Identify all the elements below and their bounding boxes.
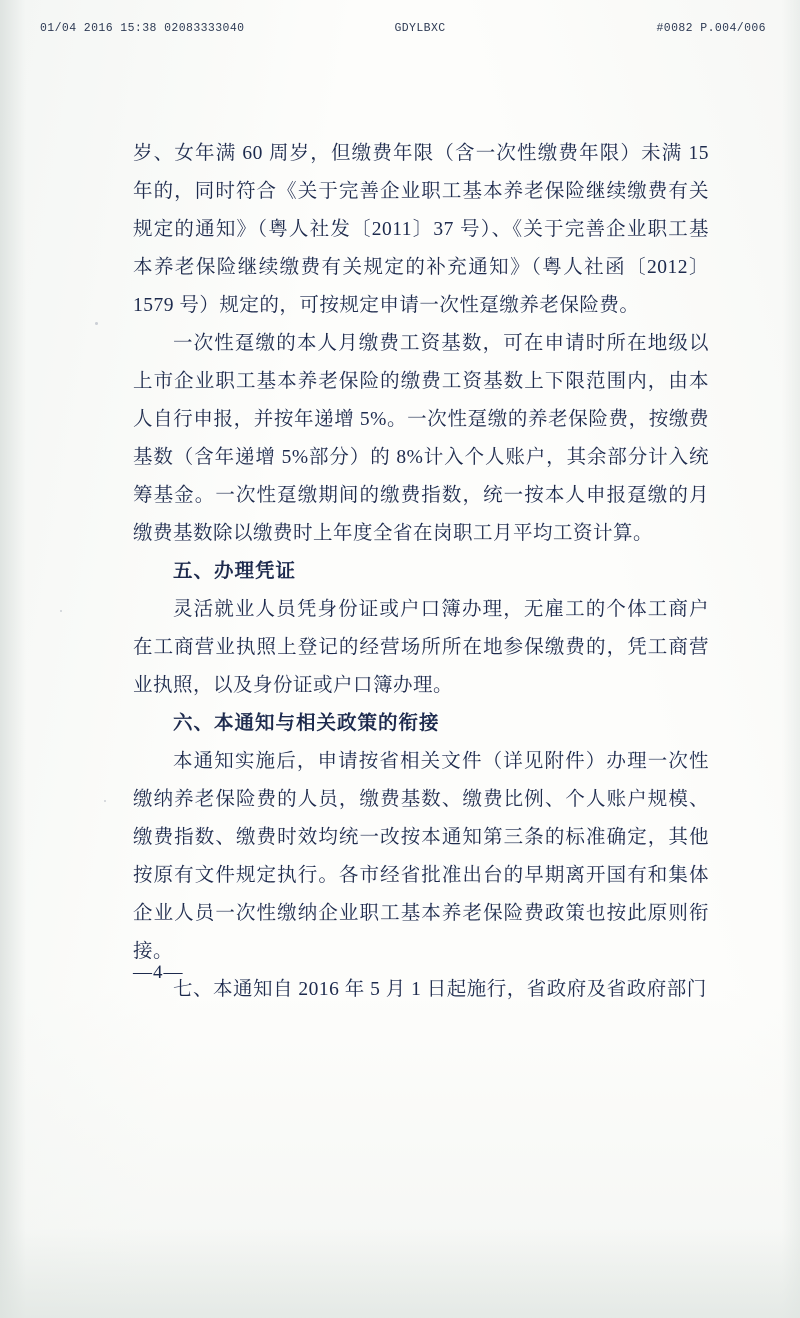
scan-speck (95, 322, 98, 325)
paragraph-continued-age-rule: 岁、女年满 60 周岁，但缴费年限（含一次性缴费年限）未满 15 年的，同时符合《关于完善企业职工基本养老保险继续缴费有关规定的通知》（粤人社发〔2011〕37 号）、《关于完善企业职工基本养老保险继续缴费有关规定的补充通知》（粤人社函〔2012〕1579 号）规定的，可按规定申请一次性趸缴养老保险费。 (133, 143, 709, 316)
fax-header-page-count: #0082 P.004/006 (656, 21, 766, 35)
paragraph-section-five-body: 灵活就业人员凭身份证或户口簿办理，无雇工的个体工商户在工商营业执照上登记的经营场所所在地参保缴费的，凭工商营业执照，以及身份证或户口簿办理。 (133, 599, 709, 696)
paragraph-section-six-body: 本通知实施后，申请按省相关文件（详见附件）办理一次性缴纳养老保险费的人员，缴费基数、缴费比例、个人账户规模、缴费指数、缴费时效均统一改按本通知第三条的标准确定，其他按原有文件规定执行。各市经省批准出台的早期离开国有和集体企业人员一次性缴纳企业职工基本养老保险费政策也按此原则衔接。 (133, 751, 709, 962)
fax-transmission-header (40, 20, 766, 36)
paragraph-section-seven: 七、本通知自 2016 年 5 月 1 日起施行，省政府及省政府部门 (173, 979, 707, 1000)
scan-edge-shadow-left (0, 0, 26, 1318)
scan-edge-shadow-right (782, 0, 800, 1318)
scan-edge-shadow-bottom (0, 1228, 800, 1318)
document-body (133, 135, 709, 1009)
page-number: —4— (133, 962, 184, 983)
paragraph-lumpsum-base: 一次性趸缴的本人月缴费工资基数，可在申请时所在地级以上市企业职工基本养老保险的缴费工资基数上下限范围内，由本人自行申报，并按年递增 5%。一次性趸缴的养老保险费，按缴费基数（含年递增 5%部分）的 8%计入个人账户，其余部分计入统筹基金。一次性趸缴期间的缴费指数，统一按本人申报趸缴的月缴费基数除以缴费时上年度全省在岗职工月平均工资计算。 (133, 333, 709, 544)
scan-speck (104, 800, 106, 802)
heading-section-five: 五、办理凭证 (173, 561, 297, 582)
heading-section-six: 六、本通知与相关政策的衔接 (173, 713, 440, 734)
scan-speck (60, 610, 62, 612)
fax-header-timestamp: 01/04 2016 15:38 02083333040 (40, 21, 245, 35)
fax-header-sender-id: GDYLBXC (394, 21, 446, 35)
